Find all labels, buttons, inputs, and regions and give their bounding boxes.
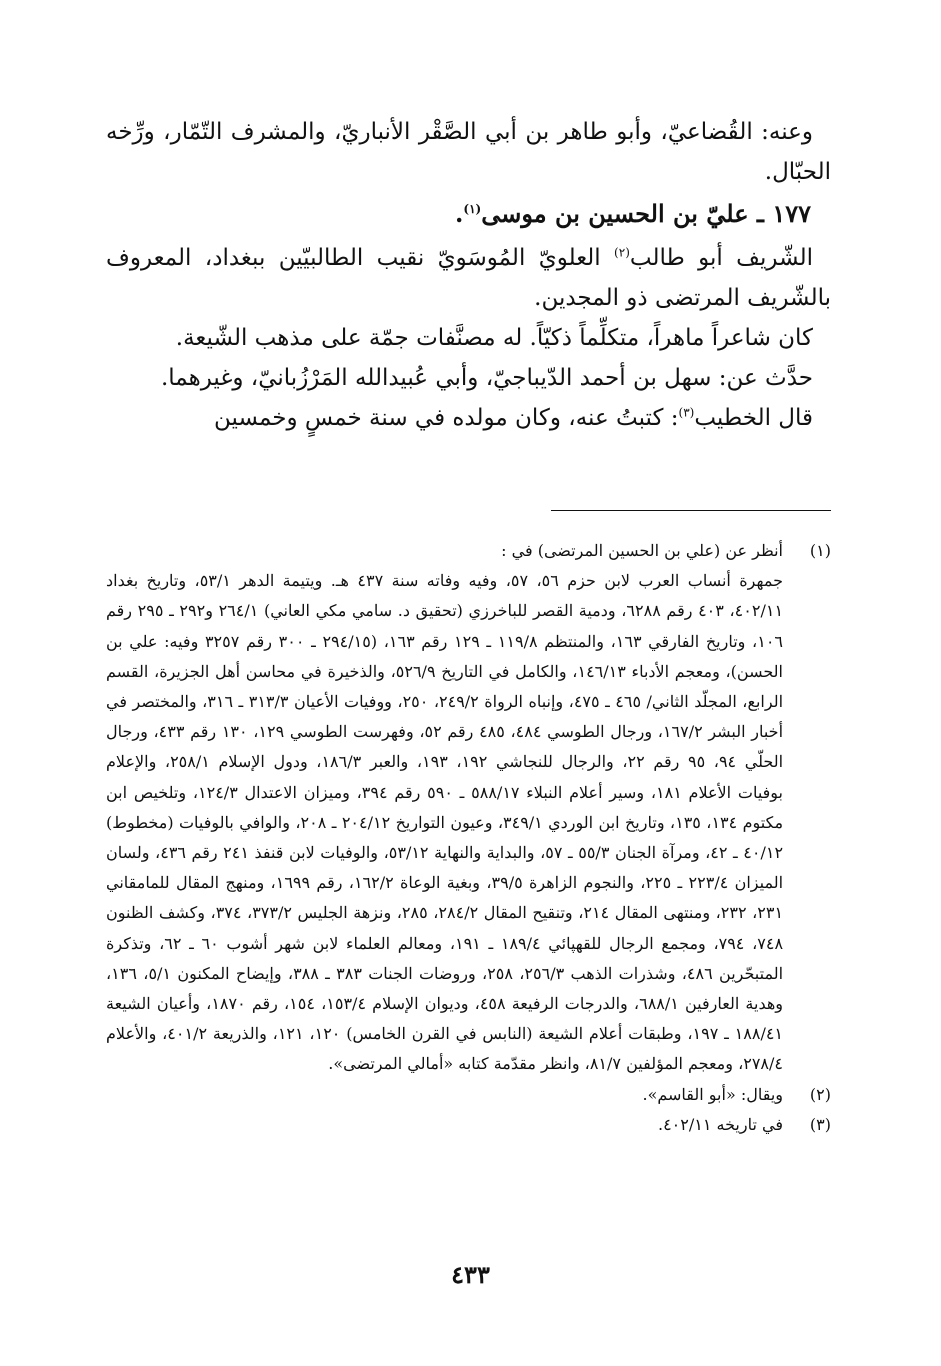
entry-heading: ١٧٧ ـ عليّ بن الحسين بن موسى$^{(١)}$. <box>455 199 811 228</box>
footnote-ref-1[interactable]: (١) <box>463 202 482 216</box>
footnote-ref-3[interactable]: (٣) <box>678 405 695 420</box>
main-text <box>106 112 831 438</box>
entry-name: ـ عليّ بن الحسين بن موسى <box>481 199 764 228</box>
footnote-line: ويقال: «أبو القاسم». <box>642 1084 783 1104</box>
footnote-number: (١) <box>809 541 831 560</box>
footnotes <box>106 536 831 1140</box>
paragraph-teachers: حدَّث عن: سهل بن أحمد الدّيباجيّ، وأبي عُبيدالله المَرْزُبانيّ، وغيرهما. <box>160 365 813 391</box>
footnote-number: (٣) <box>809 1114 831 1134</box>
paragraph-title: الشّريف أبو طالب$^{(٢)}$ العلويّ المُوسَويّ نقيب الطالبيّين ببغداد، المعروف بالشّريف المرتضى ذو المجدين. <box>106 245 831 311</box>
page-number: ٤٣٣ <box>451 1260 490 1289</box>
footnote-line: جمهرة أنساب العرب لابن حزم ٥٦، ٥٧، وفيه وفاته سنة ٤٣٧ هـ. ويتيمة الدهر ٥٣/١، وتاريخ بغداد ٤٠٢/١١، ٤٠٣ رقم ٦٢٨٨، ودمية القصر للباخرزي (تحقيق د. سامي مكي العاني) ٢٦٤/١ و٢٩٢ ـ ٢٩٥ رقم ١٠٦، وتاريخ الفارقي ١٦٣، والمنتظم ١١٩/٨ ـ ١٢٩ رقم ١٦٣، (٢٩٤/١٥ ـ ٣٠٠ رقم ٣٢٥٧ وفيه: علي بن الحسن)، ومعجم الأدباء ١٤٦/١٣، والكامل في التاريخ ٥٢٦/٩، والذخيرة في محاسن أهل الجزيرة، القسم الرابع، المجلّد الثاني/ ٤٦٥ ـ ٤٧٥، وإنباه الرواة ٢٤٩/٢، ٢٥٠، ووفيات الأعيان ٣١٣/٣ ـ ٣١٦، والمختصر في أخبار البشر ١٦٧/٢، ورجال الطوسي ٤٨٤، ٤٨٥ رقم ٥٢، وفهرست الطوسي ١٢٩، ١٣٠ رقم ٤٣٣، ورجال الحلّي ٩٤، ٩٥ رقم ٢٢، والرجال للنجاشي ١٩٢، ١٩٣، والعبر ١٨٦/٣، ودول الإسلام ٢٥٨/١، والإعلام بوفيات الأعلام ١٨١، وسير أعلام النبلاء ٥٨٨/١٧ ـ ٥٩٠ رقم ٣٩٤، وميزان الاعتدال ١٢٤/٣، وتلخيص ابن مكتوم ١٣٤، ١٣٥، وتاريخ ابن الوردي ٣٤٩/١، وعيون التواريخ ٢٠٤/١٢ ـ ٢٠٨، والوافي بالوفيات (مخطوط) ٤٠/١٢ ـ ٤٢، ومرآة الجنان ٥٥/٣ ـ ٥٧، والبداية والنهاية ٥٣/١٢، والوفيات لابن قنفذ ٢٤١ رقم ٤٣٦، ولسان الميزان ٢٢٣/٤ ـ ٢٢٥، والنجوم الزاهرة ٣٩/٥، وبغية الوعاة ١٦٢/٢، رقم ١٦٩٩، ومنهج المقال للمامقاني ٢٣١، ٢٣٢، ومنتهى المقال ٢١٤، وتنقيح المقال ٢٨٤/٢، ٢٨٥، ونزهة الجليس ٣٧٣/٢، ٣٧٤، وكشف الظنون ٧٤٨، ٧٩٤، ومجمع الرجال للقهپائي ١٨٩/٤ ـ ١٩١، ومعالم العلماء لابن شهر أشوب ٦٠ ـ ٦٢، وتذكرة المتبحّرين ٤٨٦، وشذرات الذهب ٢٥٦/٣، ٢٥٨، وروضات الجنات ٣٨٣ ـ ٣٨٨، وإيضاح المكنون ٥/١، ١٣٦، وهدية العارفين ٦٨٨/١، والدرجات الرفيعة ٤٥٨، وديوان الإسلام ١٥٣/٤، ١٥٤، رقم ١٨٧٠، وأعيان الشيعة ١٨٨/٤١ ـ ١٩٧، وطبقات أعلام الشيعة (النابس في القرن الخامس) ١٢٠، ١٢١، والذريعة ٤٠١/٢، والأعلام ٢٧٨/٤، ومعجم المؤلفين ٨١/٧، وانظر مقدّمة كتابه «أمالي المرتضى». <box>106 571 784 1074</box>
footnote-line: أنظر عن (علي بن الحسين المرتضى) في : <box>501 541 783 560</box>
footnote-ref-2[interactable]: (٢) <box>614 245 630 260</box>
entry-number: ١٧٧ <box>772 199 811 228</box>
footnote-line: في تاريخه ٤٠٢/١١. <box>657 1114 783 1134</box>
paragraph-narrators: وعنه: القُضاعيّ، وأبو طاهر بن أبي الصَّقْر الأنباريّ، والمشرف التّمّار، ورِّخه الحبّال. <box>106 119 831 185</box>
paragraph-khatib-quote: قال الخطيب$^{(٣)}$: كتبتُ عنه، وكان مولده في سنة خمسٍ وخمسين <box>214 405 813 431</box>
footnote-2 <box>106 1080 831 1110</box>
paragraph-description: كان شاعراً ماهراً، متكلِّماً ذكيّاً. له مصنَّفات جمّة على مذهب الشّيعة. <box>175 325 813 351</box>
footnote-3 <box>106 1110 831 1140</box>
footnote-1 <box>106 536 831 1080</box>
footnote-separator <box>551 510 831 511</box>
footnote-number: (٢) <box>809 1084 831 1104</box>
